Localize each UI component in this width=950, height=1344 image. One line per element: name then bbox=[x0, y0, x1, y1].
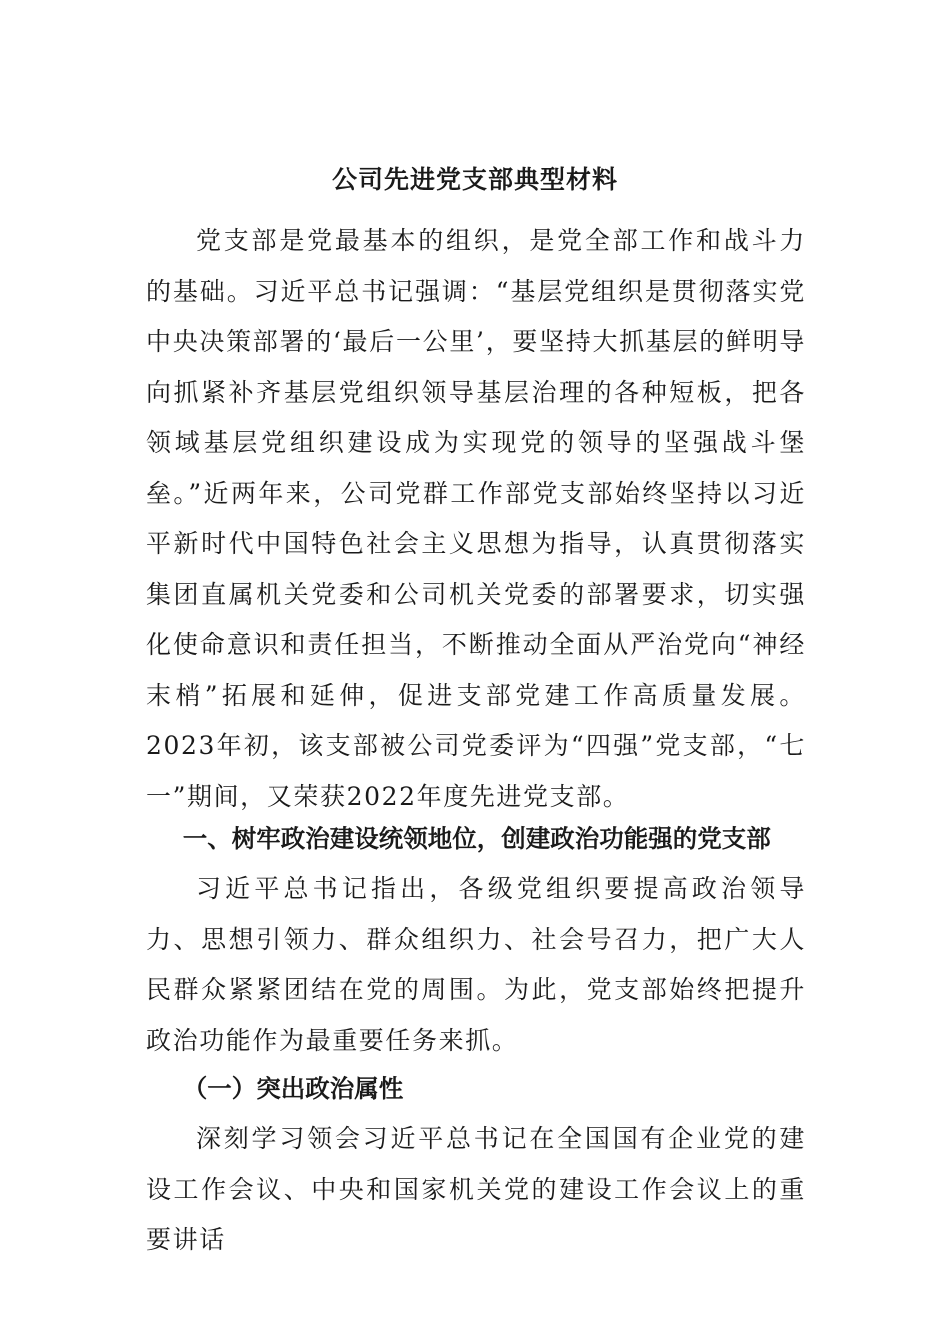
section-1-paragraph: 习近平总书记指出，各级党组织要提高政治领导力、思想引领力、群众组织力、社会号召力，把广大人民群众紧紧团结在党的周围。为此，党支部始终把提升政治功能作为最重要任务来抓。 bbox=[146, 874, 806, 1055]
subsection-heading-1: （一）突出政治属性 bbox=[182, 1074, 404, 1103]
intro-paragraph: 党支部是党最基本的组织，是党全部工作和战斗力的基础。习近平总书记强调：“基层党组织是贯彻落实党中央决策部署的‘最后一公里’，要坚持大抓基层的鲜明导向抓紧补齐基层党组织领导基层治理的各种短板，把各领域基层党组织建设成为实现党的领导的坚强战斗堡垒。”近两年来，公司党群工作部党支部始终坚持以习近平新时代中国特色社会主义思想为指导，认真贯彻落实集团直属机关党委和公司机关党委的部署要求，切实强化使命意识和责任担当，不断推动全面从严治党向“神经末梢”拓展和延伸，促进支部党建工作高质量发展。2023年初，该支部被公司党委评为“四强”党支部，“七一”期间，又荣获2022年度先进党支部。 bbox=[146, 226, 806, 811]
subsection-1-paragraph: 深刻学习领会习近平总书记在全国国有企业党的建设工作会议、中央和国家机关党的建设工作会议上的重要讲话 bbox=[146, 1124, 806, 1254]
section-heading-1: 一、树牢政治建设统领地位，创建政治功能强的党支部 bbox=[182, 824, 771, 853]
document-title: 公司先进党支部典型材料 bbox=[331, 165, 618, 194]
